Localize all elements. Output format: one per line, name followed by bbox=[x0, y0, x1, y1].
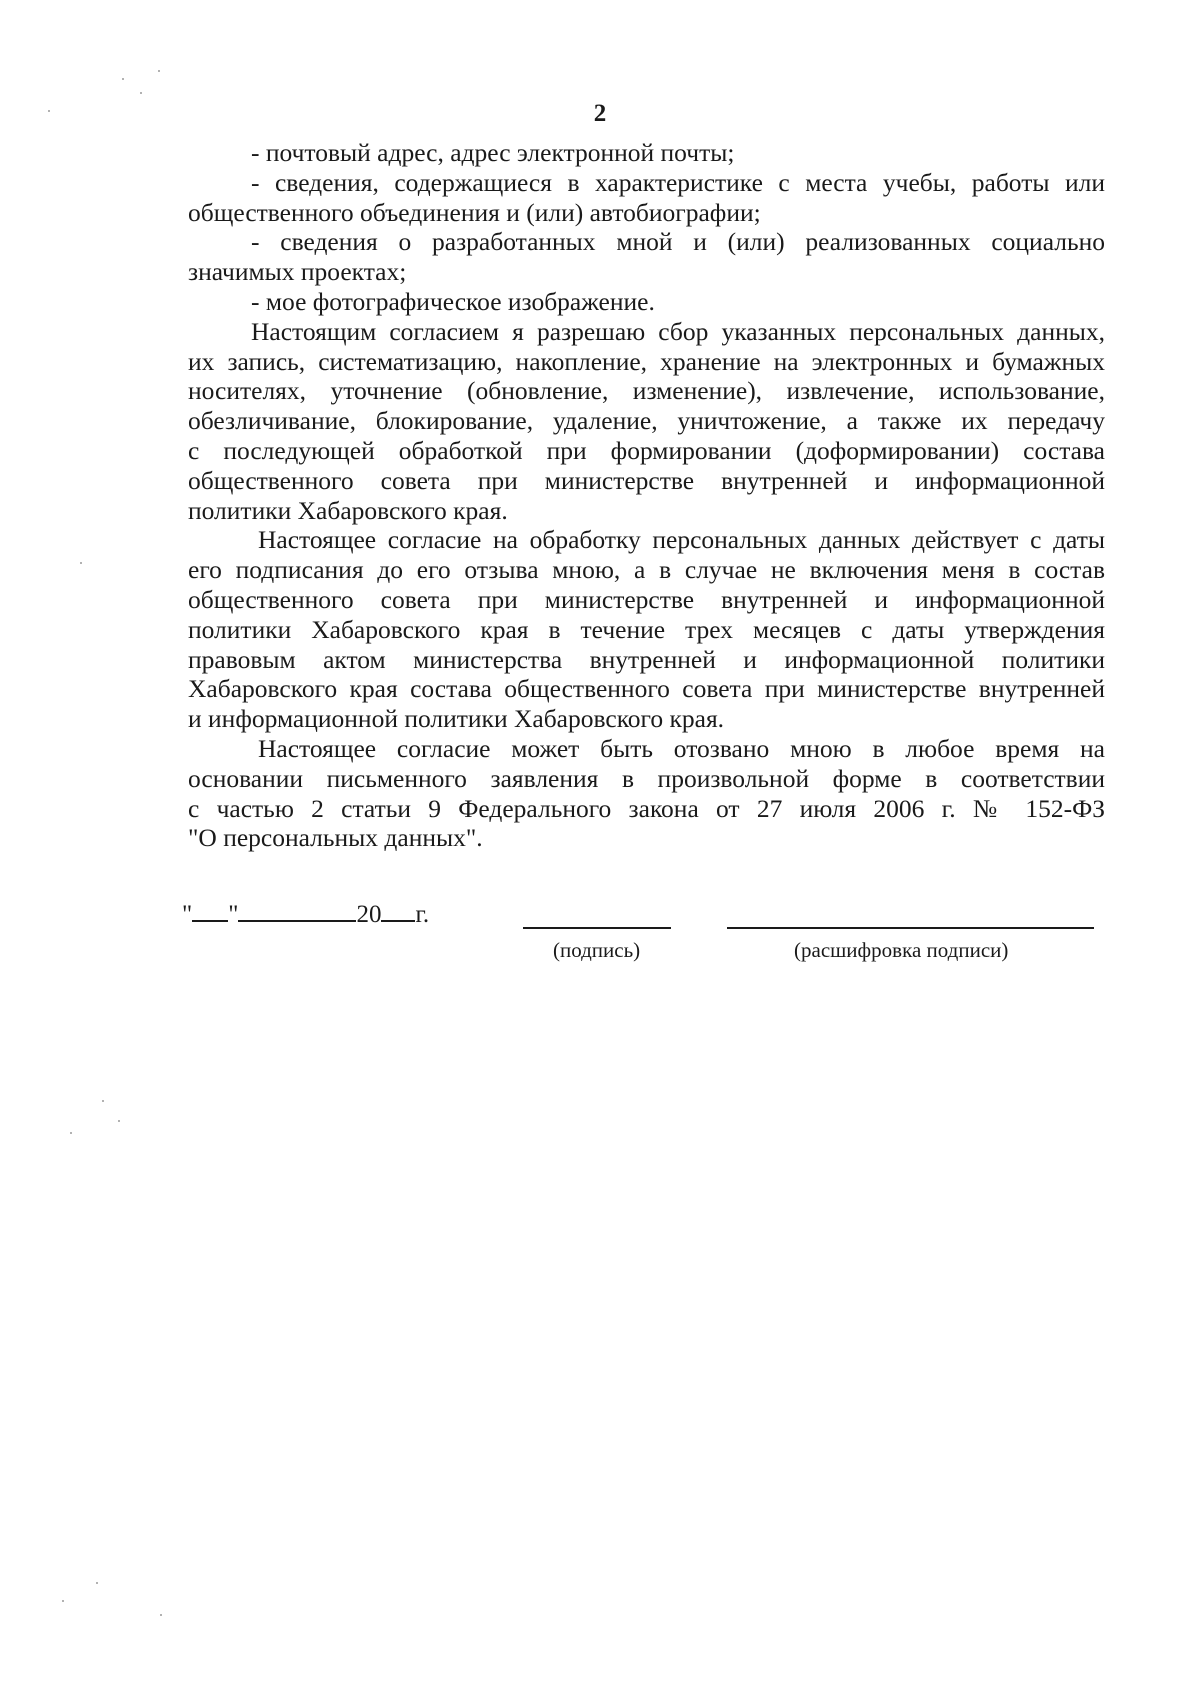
date-field bbox=[182, 898, 429, 929]
text-line: общественного совета при министерстве внутренней и информационной bbox=[188, 584, 1105, 614]
scan-noise bbox=[118, 1120, 120, 1122]
list-item-postal-address: - почтовый адрес, адрес электронной почты; bbox=[251, 138, 735, 167]
signature-decoding-line bbox=[727, 927, 1094, 929]
text-line: обезличивание, блокирование, удаление, уничтожение, а также их передачу bbox=[188, 406, 1105, 436]
scan-noise bbox=[48, 110, 50, 112]
scan-noise bbox=[160, 1614, 162, 1616]
signature-line bbox=[523, 927, 671, 929]
text-line: общественного совета при министерстве внутренней и информационной bbox=[188, 465, 1105, 495]
text-line: и информационной политики Хабаровского края. bbox=[188, 704, 725, 734]
consent-text bbox=[188, 138, 1105, 853]
date-quote-open: " bbox=[182, 901, 193, 928]
scan-noise bbox=[62, 1600, 64, 1602]
list-item-characteristics: - сведения, содержащиеся в характеристике с места учебы, работы или bbox=[251, 167, 1105, 197]
text-line: правовым актом министерства внутренней и информационной политики bbox=[188, 644, 1105, 674]
scan-noise bbox=[70, 1132, 72, 1134]
date-quote-close: " bbox=[228, 901, 239, 928]
text-line: с частью 2 статьи 9 Федерального закона от 27 июля 2006 г. № 152-ФЗ bbox=[188, 793, 1105, 823]
list-item-projects: - сведения о разработанных мной и (или) реализованных социально bbox=[251, 227, 1105, 257]
text-line: общественного объединения и (или) автобиографии; bbox=[188, 197, 761, 227]
paragraph-consent-scope: Настоящим согласием я разрешаю сбор указанных персональных данных, bbox=[251, 316, 1105, 346]
list-item-photo: - мое фотографическое изображение. bbox=[251, 286, 655, 316]
text-line: "О персональных данных". bbox=[188, 823, 483, 853]
scan-noise bbox=[80, 562, 82, 564]
text-line: основании письменного заявления в произвольной форме в соответствии bbox=[188, 763, 1105, 793]
text-line: его подписания до его отзыва мною, а в случае не включения меня в состав bbox=[188, 555, 1105, 585]
signature-caption: (подпись) bbox=[553, 938, 641, 962]
year-suffix: г. bbox=[415, 901, 430, 928]
scan-noise bbox=[96, 1582, 98, 1584]
year-prefix: 20 bbox=[356, 901, 382, 928]
text-line: значимых проектах; bbox=[188, 257, 407, 287]
scan-noise bbox=[140, 92, 142, 94]
scan-noise bbox=[102, 1100, 104, 1102]
text-line: их запись, систематизацию, накопление, хранение на электронных и бумажных bbox=[188, 346, 1105, 376]
day-blank bbox=[192, 898, 228, 922]
text-line: политики Хабаровского края в течение трех месяцев с даты утверждения bbox=[188, 614, 1105, 644]
page-number: 2 bbox=[593, 100, 607, 127]
paragraph-consent-withdrawal: Настоящее согласие может быть отозвано мною в любое время на bbox=[258, 733, 1105, 763]
signature-decoding-caption: (расшифровка подписи) bbox=[794, 938, 1009, 962]
paragraph-consent-validity: Настоящее согласие на обработку персональных данных действует с даты bbox=[258, 525, 1105, 555]
scan-noise bbox=[122, 78, 124, 80]
scan-noise bbox=[158, 70, 160, 72]
year-blank bbox=[381, 898, 415, 922]
month-blank bbox=[238, 898, 356, 922]
text-line: носителях, уточнение (обновление, изменение), извлечение, использование, bbox=[188, 376, 1105, 406]
text-line: Хабаровского края состава общественного совета при министерстве внутренней bbox=[188, 674, 1105, 704]
text-line: с последующей обработкой при формировании (доформировании) состава bbox=[188, 435, 1105, 465]
text-line: политики Хабаровского края. bbox=[188, 495, 508, 525]
